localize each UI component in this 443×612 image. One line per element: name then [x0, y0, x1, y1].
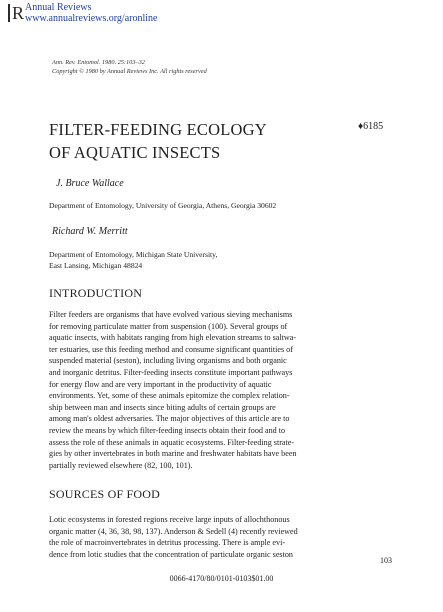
- text-line: ter estuaries, use this feeding method and consume significant quantities of: [49, 344, 293, 354]
- footer-article-code: 0066-4170/80/0101-0103$01.00: [169, 574, 274, 583]
- page-number: 103: [380, 556, 392, 565]
- article-code: ♦6185: [358, 121, 384, 132]
- citation-journal: Ann. Rev. Entomol. 1980. 25:103–32: [52, 59, 145, 66]
- publisher-header: [25, 2, 157, 24]
- author-affiliation-2: [49, 250, 217, 271]
- text-line: the role of macroinvertebrates in detritus processing. There is ample evi-: [49, 538, 286, 548]
- text-line: gies by other invertebrates in both marine and freshwater habitats have been: [49, 449, 297, 459]
- section-heading-sources-of-food: SOURCES OF FOOD: [49, 487, 161, 501]
- citation-copyright: Copyright © 1980 by Annual Reviews Inc. All rights reserved: [52, 67, 207, 75]
- article-title-line1: FILTER-FEEDING ECOLOGY: [49, 120, 267, 139]
- affiliation-line: Department of Entomology, Michigan State University,: [49, 250, 218, 259]
- text-line: organic matter (4, 36, 38, 98, 137). Anderson & Sedell (4) recently reviewed: [49, 526, 298, 536]
- sources-of-food-paragraph: [49, 514, 395, 560]
- affiliation-line: East Lansing, Michigan 48824: [49, 260, 143, 270]
- text-line: and inorganic detritus. Filter-feeding insects constitute important pathways: [49, 367, 293, 377]
- text-line: review the means by which filter-feeding insects obtain their food and to: [49, 425, 286, 435]
- text-line: for energy flow and are very important in the productivity of aquatic: [49, 379, 272, 389]
- text-line: environments. Yet, some of these animals epitomize the complex relation-: [49, 391, 290, 401]
- publisher-name: Annual Reviews: [25, 2, 92, 13]
- text-line: Filter feeders are organisms that have evolved various sieving mechanisms: [49, 310, 293, 319]
- text-line: assess the role of these animals in aquatic ecosystems. Filter-feeding strate-: [49, 437, 295, 447]
- text-line: Lotic ecosystems in forested regions receive large inputs of allochthonous: [49, 515, 290, 524]
- section-heading-introduction: INTRODUCTION: [49, 286, 143, 300]
- text-line: for removing particulate matter from suspension (100). Several groups of: [49, 321, 288, 331]
- text-line: partially reviewed elsewhere (82, 100, 101).: [49, 460, 193, 470]
- article-title-line2: OF AQUATIC INSECTS: [49, 143, 221, 162]
- text-line: among man's oldest adversaries. The major objectives of this article are to: [49, 414, 290, 424]
- publisher-url[interactable]: www.annualreviews.org/aronline: [25, 13, 158, 24]
- article-title: [49, 118, 267, 164]
- author-name-1: J. Bruce Wallace: [56, 178, 124, 189]
- citation-block: [52, 59, 207, 76]
- text-line: ship between man and insects since biting adults of certain groups are: [49, 402, 276, 412]
- text-line: dence from lotic studies that the concentration of particulate organic seston: [49, 549, 293, 559]
- text-line: suspended material (seston), including living organisms and both organic: [49, 356, 287, 366]
- author-affiliation-1: [49, 201, 276, 212]
- text-line: aquatic insects, with habitats ranging from high elevation streams to saltwa-: [49, 333, 297, 343]
- affiliation-line: Department of Entomology, University of Georgia, Athens, Georgia 30602: [49, 201, 277, 210]
- author-name-2: Richard W. Merritt: [52, 226, 128, 237]
- introduction-paragraph: [49, 309, 395, 471]
- annual-reviews-logo-icon: R: [8, 4, 20, 22]
